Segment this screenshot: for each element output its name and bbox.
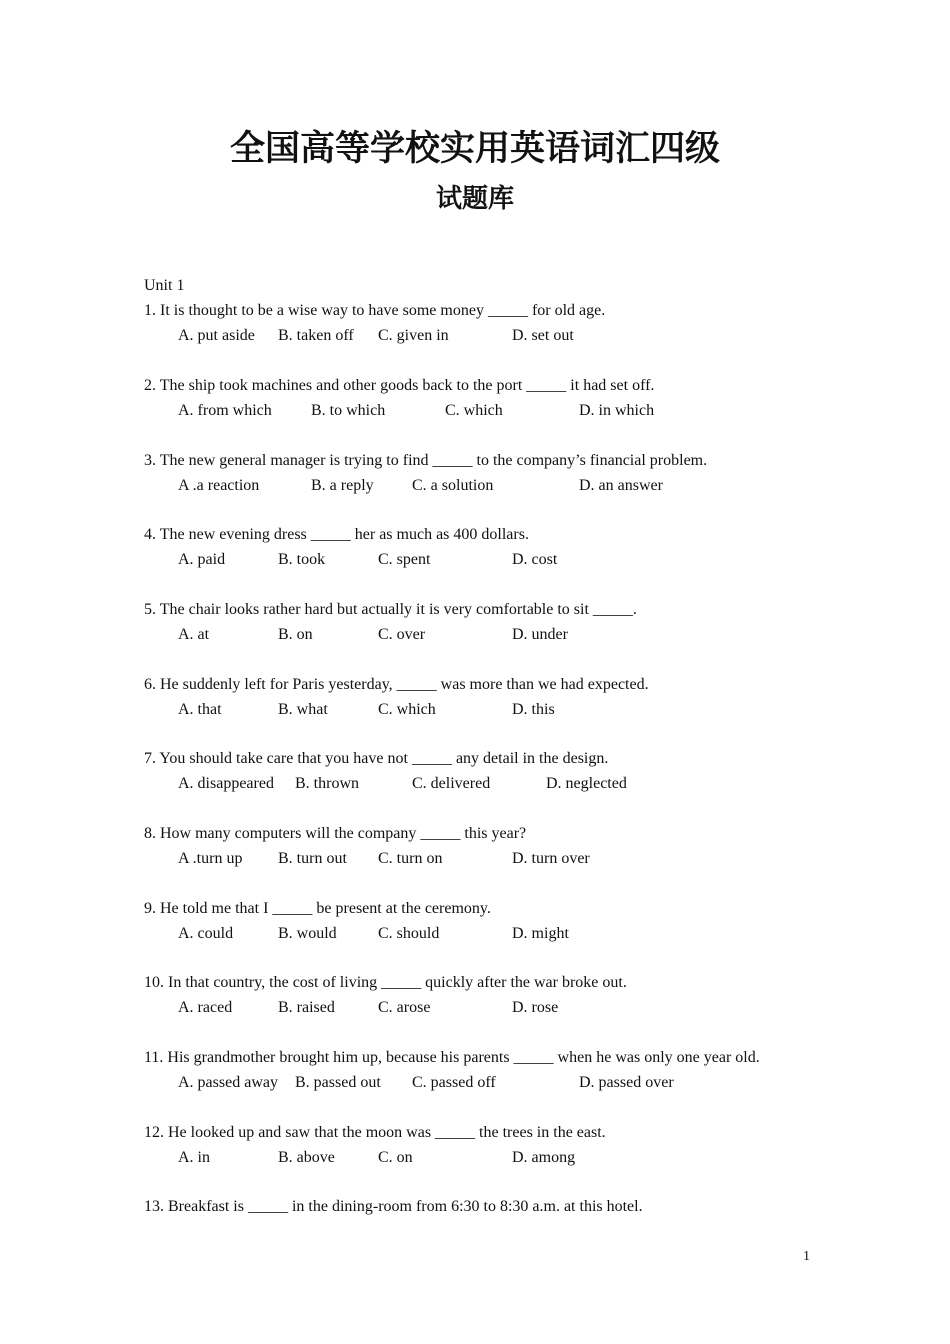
question-6 bbox=[144, 674, 844, 721]
question-stem: 3. The new general manager is trying to find _____ to the company’s financial problem. bbox=[144, 452, 708, 469]
question-stem: 5. The chair looks rather hard but actually it is very comfortable to sit _____. bbox=[144, 601, 637, 618]
question-stem: 8. How many computers will the company _____ this year? bbox=[144, 825, 527, 842]
option-d: D. rose bbox=[512, 999, 559, 1016]
option-d: D. neglected bbox=[546, 775, 627, 792]
option-b: B. taken off bbox=[278, 327, 354, 344]
option-d: D. this bbox=[512, 701, 555, 718]
question-5 bbox=[144, 599, 844, 646]
question-stem: 7. You should take care that you have not _____ any detail in the design. bbox=[144, 750, 609, 767]
option-a: A. passed away bbox=[178, 1074, 278, 1091]
answer-options bbox=[144, 848, 844, 870]
option-a: A. raced bbox=[178, 999, 233, 1016]
option-c: C. over bbox=[378, 626, 426, 643]
option-b: B. on bbox=[278, 626, 313, 643]
answer-options bbox=[144, 699, 844, 721]
option-b: B. would bbox=[278, 925, 337, 942]
option-c: C. passed off bbox=[412, 1074, 496, 1091]
option-d: D. passed over bbox=[579, 1074, 674, 1091]
page-subtitle: 试题库 bbox=[435, 184, 514, 214]
question-stem: 13. Breakfast is _____ in the dining-room from 6:30 to 8:30 a.m. at this hotel. bbox=[144, 1198, 643, 1215]
answer-options bbox=[144, 400, 844, 422]
answer-options bbox=[144, 624, 844, 646]
option-d: D. under bbox=[512, 626, 568, 643]
option-c: C. should bbox=[378, 925, 440, 942]
option-b: B. above bbox=[278, 1149, 335, 1166]
question-13 bbox=[144, 1196, 844, 1218]
question-stem: 12. He looked up and saw that the moon was _____ the trees in the east. bbox=[144, 1124, 606, 1141]
question-stem: 4. The new evening dress _____ her as much as 400 dollars. bbox=[144, 526, 529, 543]
unit-label: Unit 1 bbox=[144, 277, 185, 294]
option-d: D. an answer bbox=[579, 477, 663, 494]
option-c: C. spent bbox=[378, 551, 431, 568]
option-a: A .turn up bbox=[178, 850, 243, 867]
option-b: B. raised bbox=[278, 999, 335, 1016]
question-10 bbox=[144, 972, 844, 1019]
question-stem: 2. The ship took machines and other goods back to the port _____ it had set off. bbox=[144, 377, 655, 394]
question-11 bbox=[144, 1047, 844, 1094]
option-a: A .a reaction bbox=[178, 477, 260, 494]
question-stem: 9. He told me that I _____ be present at the ceremony. bbox=[144, 900, 491, 917]
option-a: A. disappeared bbox=[178, 775, 274, 792]
question-stem: 11. His grandmother brought him up, because his parents _____ when he was only one year old. bbox=[144, 1049, 760, 1066]
question-4 bbox=[144, 524, 844, 571]
option-b: B. what bbox=[278, 701, 328, 718]
page-title: 全国高等学校实用英语词汇四级 bbox=[229, 129, 720, 169]
option-a: A. from which bbox=[178, 402, 272, 419]
option-c: C. which bbox=[445, 402, 503, 419]
question-2 bbox=[144, 375, 844, 422]
question-9 bbox=[144, 898, 844, 945]
question-stem: 10. In that country, the cost of living _____ quickly after the war broke out. bbox=[144, 974, 627, 991]
option-c: C. given in bbox=[378, 327, 449, 344]
option-d: D. might bbox=[512, 925, 569, 942]
question-3 bbox=[144, 450, 844, 497]
option-a: A. that bbox=[178, 701, 222, 718]
answer-options bbox=[144, 1072, 844, 1094]
option-a: A. put aside bbox=[178, 327, 255, 344]
option-a: A. in bbox=[178, 1149, 210, 1166]
option-a: A. paid bbox=[178, 551, 226, 568]
answer-options bbox=[144, 325, 844, 347]
option-b: B. took bbox=[278, 551, 326, 568]
question-stem: 1. It is thought to be a wise way to have some money _____ for old age. bbox=[144, 302, 606, 319]
question-8 bbox=[144, 823, 844, 870]
answer-options bbox=[144, 923, 844, 945]
answer-options bbox=[144, 475, 844, 497]
option-c: C. a solution bbox=[412, 477, 494, 494]
option-c: C. on bbox=[378, 1149, 413, 1166]
option-b: B. a reply bbox=[311, 477, 374, 494]
question-stem: 6. He suddenly left for Paris yesterday, _____ was more than we had expected. bbox=[144, 676, 649, 693]
option-b: B. turn out bbox=[278, 850, 347, 867]
option-d: D. cost bbox=[512, 551, 558, 568]
answer-options bbox=[144, 997, 844, 1019]
answer-options bbox=[144, 773, 844, 795]
option-b: B. passed out bbox=[295, 1074, 381, 1091]
option-c: C. delivered bbox=[412, 775, 491, 792]
question-7 bbox=[144, 748, 844, 795]
answer-options bbox=[144, 1147, 844, 1169]
page-number: 1 bbox=[803, 1249, 810, 1264]
option-c: C. arose bbox=[378, 999, 431, 1016]
option-d: D. set out bbox=[512, 327, 574, 344]
option-a: A. could bbox=[178, 925, 234, 942]
answer-options bbox=[144, 549, 844, 571]
option-d: D. among bbox=[512, 1149, 576, 1166]
question-1 bbox=[144, 300, 844, 347]
option-a: A. at bbox=[178, 626, 210, 643]
option-c: C. turn on bbox=[378, 850, 443, 867]
option-c: C. which bbox=[378, 701, 436, 718]
option-b: B. to which bbox=[311, 402, 386, 419]
option-d: D. turn over bbox=[512, 850, 590, 867]
option-d: D. in which bbox=[579, 402, 655, 419]
option-b: B. thrown bbox=[295, 775, 359, 792]
question-12 bbox=[144, 1122, 844, 1169]
